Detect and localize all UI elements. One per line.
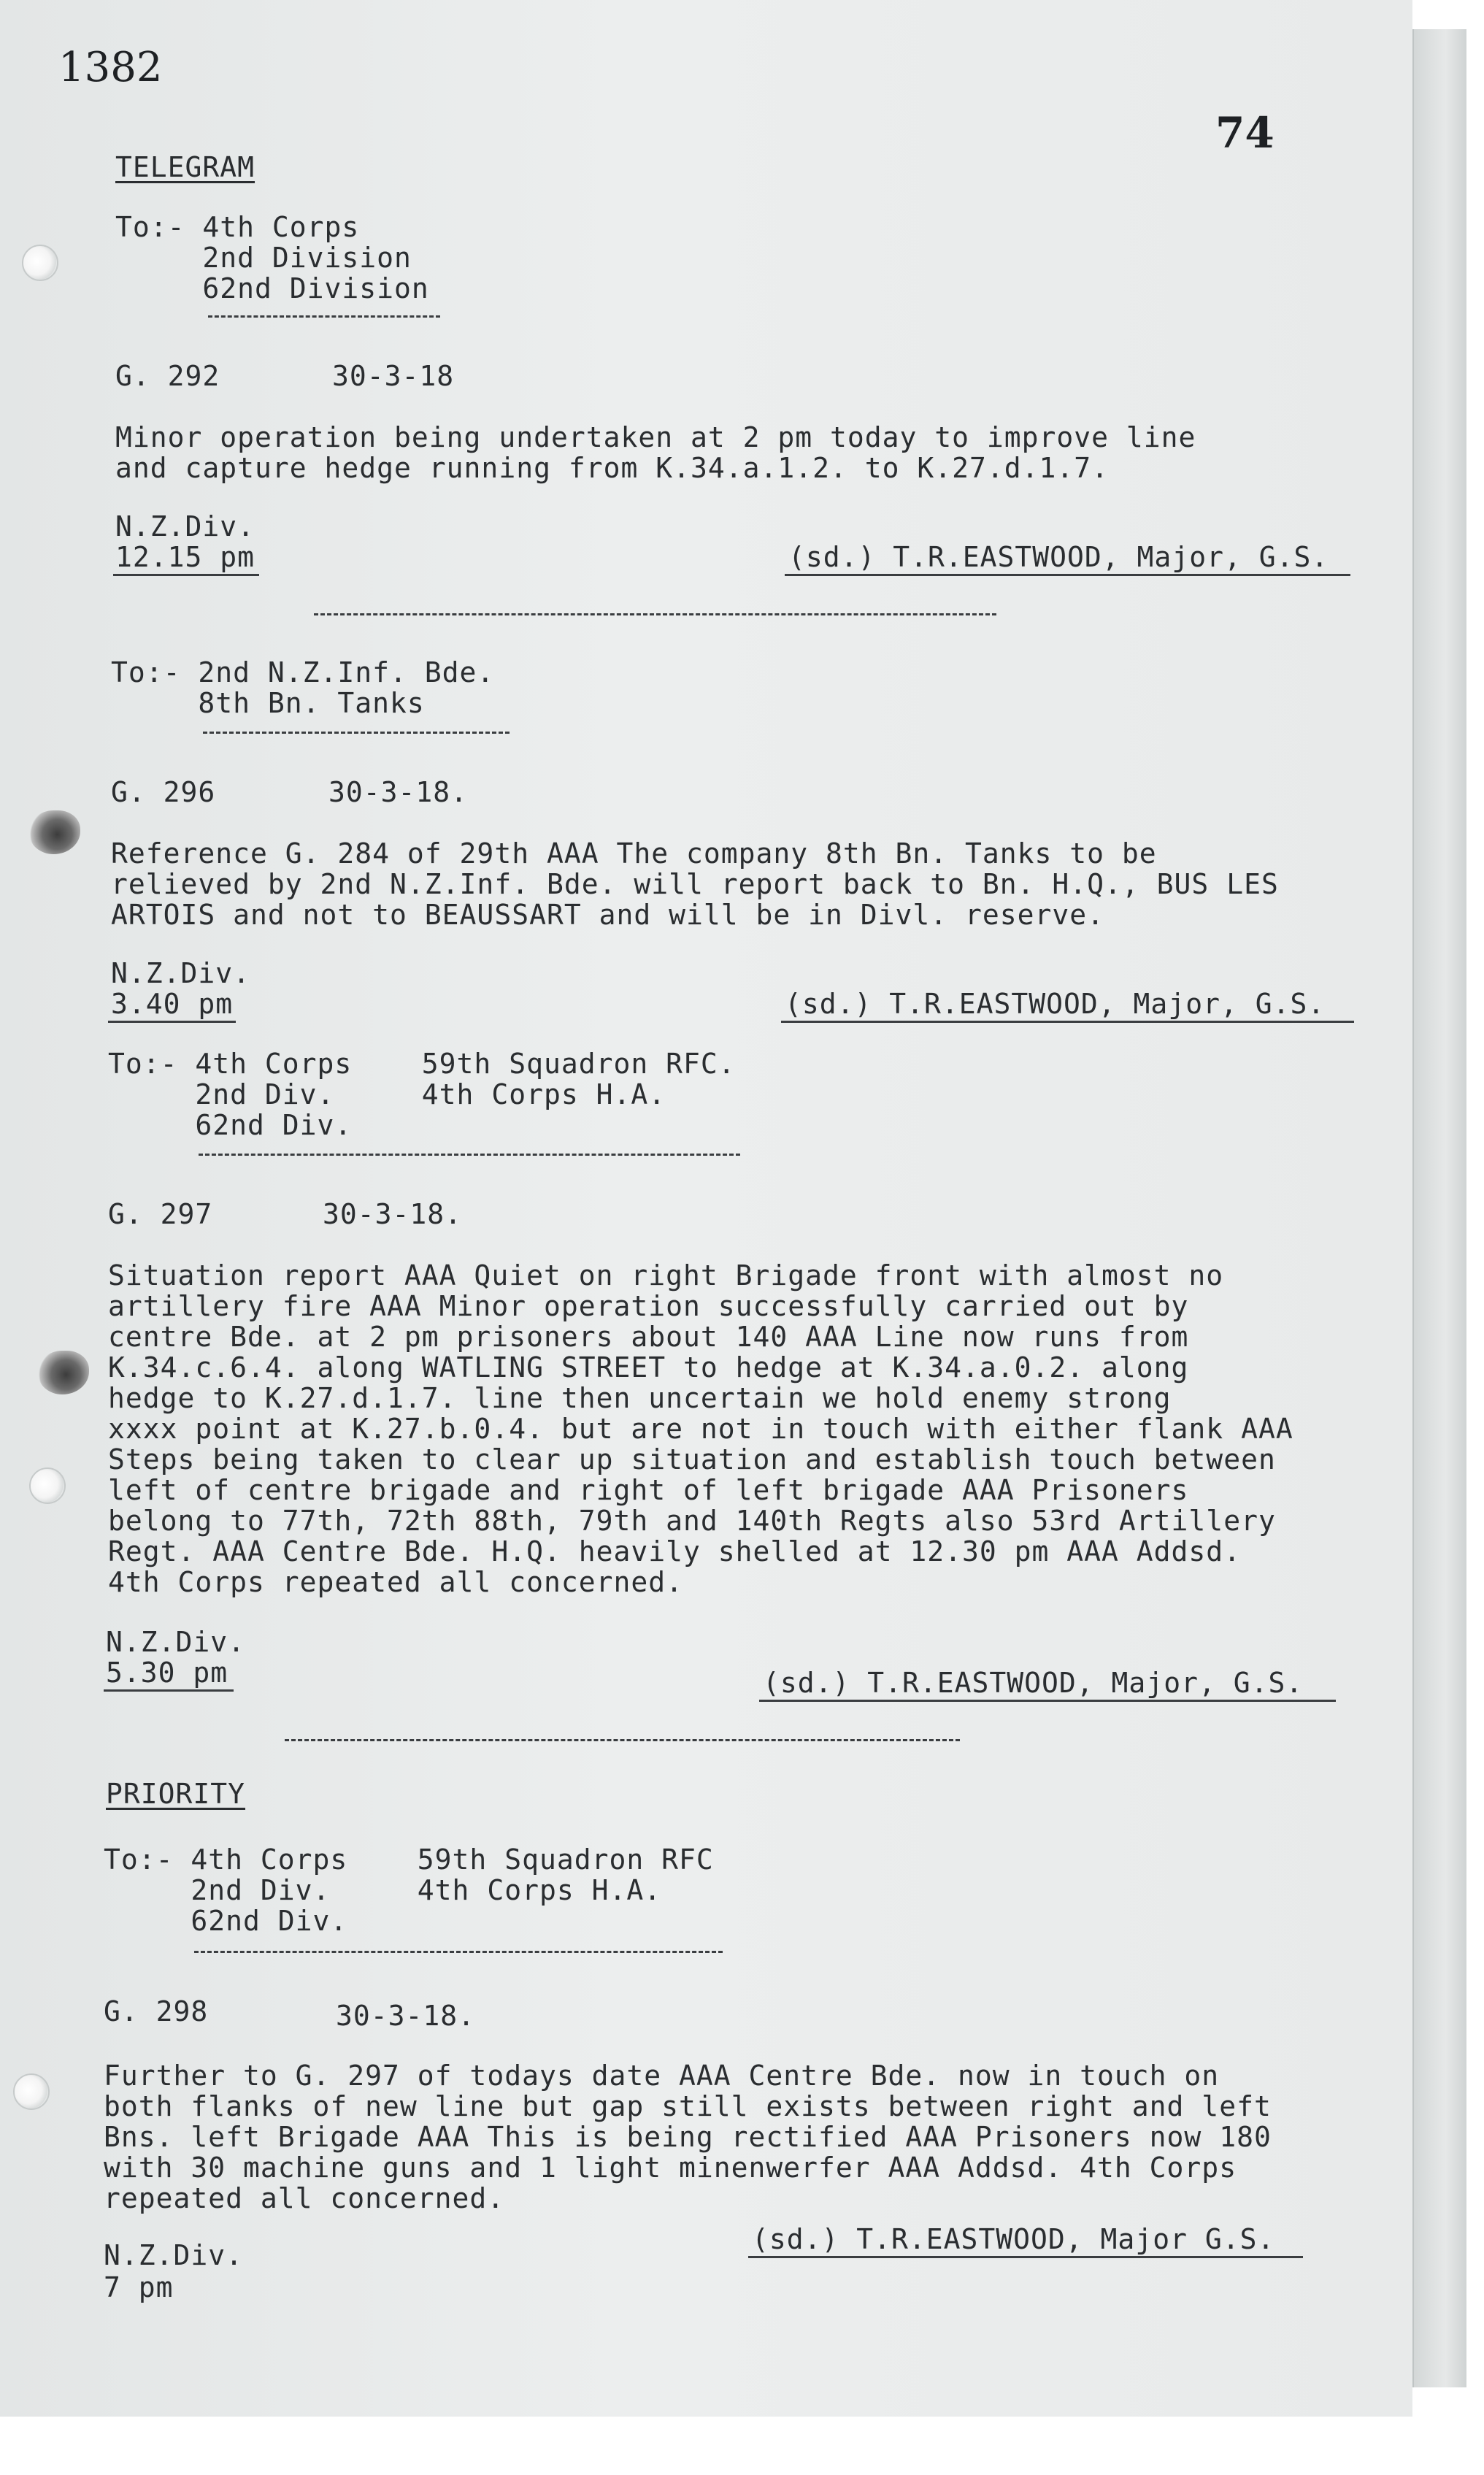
message-date: 30-3-18 bbox=[332, 360, 455, 392]
message-ref: G. 296 bbox=[111, 776, 216, 808]
message-date: 30-3-18. bbox=[328, 776, 469, 808]
message-separator bbox=[285, 1739, 960, 1741]
message-body-line: Further to G. 297 of todays date AAA Centre Bde. now in touch on bbox=[104, 2060, 1220, 2092]
time-sent: 7 pm bbox=[104, 2271, 174, 2303]
message-body-line: Steps being taken to clear up situation and establish touch between bbox=[108, 1443, 1276, 1476]
addressee-line: 2nd Div. 4th Corps H.A. bbox=[108, 1078, 666, 1110]
message-body-line: ARTOIS and not to BEAUSSART and will be in Divl. reserve. bbox=[111, 899, 1105, 931]
addressee-line: To:- 4th Corps 59th Squadron RFC. bbox=[108, 1048, 736, 1080]
message-body-line: K.34.c.6.4. along WATLING STREET to hedge at K.34.a.0.2. along bbox=[108, 1351, 1189, 1384]
addressee-line: To:- 2nd N.Z.Inf. Bde. bbox=[111, 656, 495, 688]
origin: N.Z.Div. bbox=[104, 2239, 244, 2271]
time-sent: 5.30 pm bbox=[106, 1657, 228, 1689]
origin: N.Z.Div. bbox=[106, 1626, 246, 1658]
message-body-line: relieved by 2nd N.Z.Inf. Bde. will report back to Bn. H.Q., BUS LES bbox=[111, 868, 1279, 900]
folio-number: 1382 bbox=[58, 44, 163, 91]
addressee-line: 62nd Div. bbox=[104, 1905, 348, 1937]
time-underline bbox=[113, 574, 259, 576]
addressee-line: 62nd Division bbox=[115, 272, 429, 304]
time-underline bbox=[104, 1689, 234, 1692]
message-body-line: Reference G. 284 of 29th AAA The company 8th Bn. Tanks to be bbox=[111, 837, 1157, 870]
message-body-line: artillery fire AAA Minor operation successfully carried out by bbox=[108, 1290, 1189, 1322]
signature-underline bbox=[781, 1021, 1354, 1023]
message-body-line: Bns. left Brigade AAA This is being rectified AAA Prisoners now 180 bbox=[104, 2121, 1272, 2153]
signature-underline bbox=[785, 574, 1350, 576]
time-sent: 12.15 pm bbox=[115, 541, 255, 573]
punch-hole bbox=[29, 1467, 66, 1504]
signature-underline bbox=[748, 2256, 1303, 2258]
message-body-line: both flanks of new line but gap still exists between right and left bbox=[104, 2090, 1272, 2122]
message-ref: G. 297 bbox=[108, 1198, 213, 1230]
signature: (sd.) T.R.EASTWOOD, Major, G.S. bbox=[788, 541, 1329, 573]
punch-hole bbox=[13, 2073, 50, 2110]
addressee-line: 8th Bn. Tanks bbox=[111, 687, 425, 719]
telegram-heading: TELEGRAM bbox=[115, 151, 255, 183]
message-ref: G. 292 bbox=[115, 360, 220, 392]
message-body-line: left of centre brigade and right of left brigade AAA Prisoners bbox=[108, 1474, 1189, 1506]
message-date: 30-3-18. bbox=[323, 1198, 463, 1230]
page-number: 74 bbox=[1215, 108, 1275, 158]
message-body-line: hedge to K.27.d.1.7. line then uncertain we hold enemy strong bbox=[108, 1382, 1172, 1414]
signature: (sd.) T.R.EASTWOOD, Major, G.S. bbox=[763, 1667, 1304, 1699]
signature: (sd.) T.R.EASTWOOD, Major G.S. bbox=[752, 2223, 1275, 2255]
message-separator bbox=[314, 613, 996, 615]
signature: (sd.) T.R.EASTWOOD, Major, G.S. bbox=[785, 988, 1326, 1020]
addressee-line: To:- 4th Corps 59th Squadron RFC bbox=[104, 1843, 714, 1876]
message-body-line: Minor operation being undertaken at 2 pm today to improve line bbox=[115, 421, 1196, 453]
message-body-line: with 30 machine guns and 1 light minenwerfer AAA Addsd. 4th Corps bbox=[104, 2152, 1237, 2184]
time-sent: 3.40 pm bbox=[111, 988, 234, 1020]
addressee-line: To:- 4th Corps bbox=[115, 211, 360, 243]
signature-underline bbox=[759, 1700, 1336, 1702]
message-body-line: Situation report AAA Quiet on right Brigade front with almost no bbox=[108, 1259, 1224, 1292]
punch-hole bbox=[22, 245, 58, 281]
message-body-line: xxxx point at K.27.b.0.4. but are not in touch with either flank AAA bbox=[108, 1413, 1293, 1445]
separator bbox=[199, 1154, 740, 1156]
separator bbox=[194, 1951, 723, 1953]
priority-heading: PRIORITY bbox=[106, 1778, 246, 1810]
addressee-line: 2nd Division bbox=[115, 242, 412, 274]
message-ref: G. 298 bbox=[104, 1995, 209, 2027]
message-date: 30-3-18. bbox=[336, 2000, 476, 2032]
message-body-line: repeated all concerned. bbox=[104, 2182, 505, 2214]
origin: N.Z.Div. bbox=[111, 957, 251, 989]
underlying-page-edge bbox=[1412, 29, 1466, 2387]
message-body-line: centre Bde. at 2 pm prisoners about 140 AAA Line now runs from bbox=[108, 1321, 1189, 1353]
addressee-line: 2nd Div. 4th Corps H.A. bbox=[104, 1874, 662, 1906]
message-body-line: belong to 77th, 72th 88th, 79th and 140th Regts also 53rd Artillery bbox=[108, 1505, 1276, 1537]
message-body-line: and capture hedge running from K.34.a.1.2. to K.27.d.1.7. bbox=[115, 452, 1110, 484]
addressee-line: 62nd Div. bbox=[108, 1109, 353, 1141]
origin: N.Z.Div. bbox=[115, 510, 255, 542]
background bbox=[0, 2417, 1484, 2475]
message-body-line: 4th Corps repeated all concerned. bbox=[108, 1566, 683, 1598]
separator bbox=[208, 315, 440, 318]
separator bbox=[203, 732, 510, 734]
time-underline bbox=[108, 1021, 236, 1023]
message-body-line: Regt. AAA Centre Bde. H.Q. heavily shelled at 12.30 pm AAA Addsd. bbox=[108, 1535, 1242, 1568]
